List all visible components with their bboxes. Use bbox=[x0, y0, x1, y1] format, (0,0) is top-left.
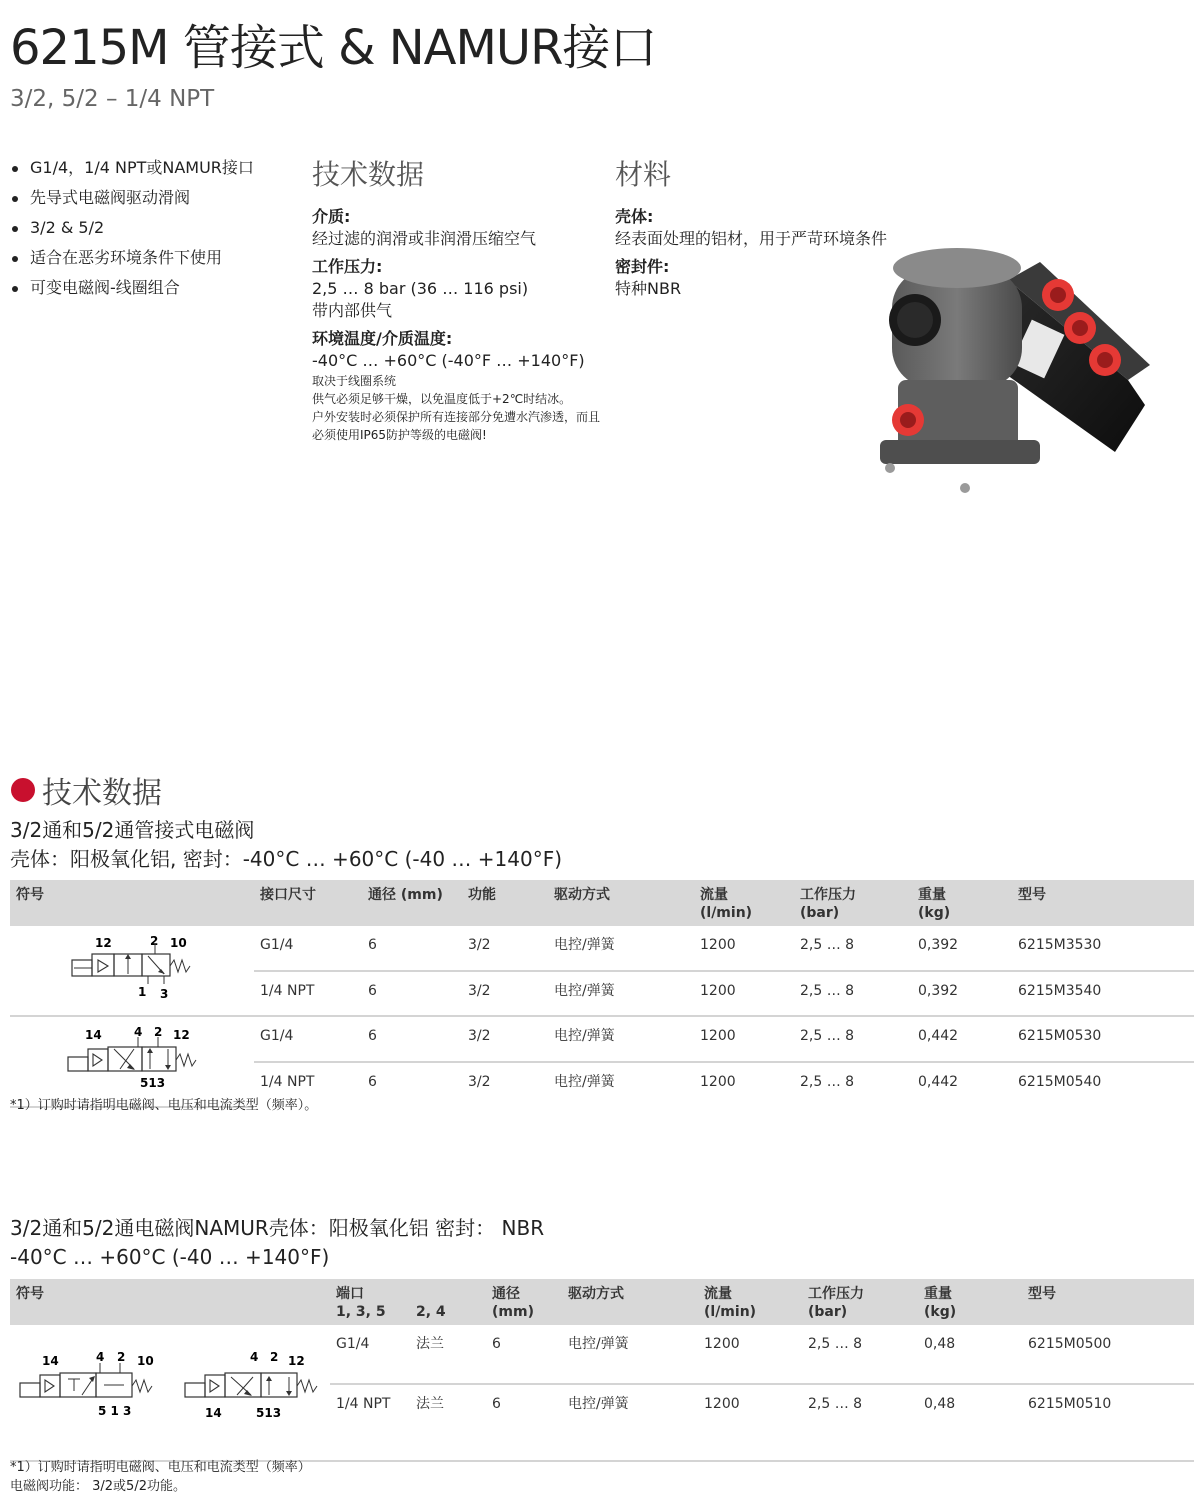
table2-caption: 3/2通和5/2通电磁阀NAMUR壳体：阳极氧化铝 密封： NBR bbox=[10, 1216, 545, 1240]
cell-actuation: 电控/弹簧 bbox=[562, 1325, 698, 1384]
col-actuation: 驱动方式 bbox=[562, 1279, 698, 1325]
col-function: 功能 bbox=[462, 880, 548, 926]
cell-flow: 1200 bbox=[694, 1016, 794, 1062]
table2-caption: -40°C … +60°C (-40 … +140°F) bbox=[10, 1245, 330, 1269]
cell-function: 3/2 bbox=[462, 926, 548, 971]
cell-flow: 1200 bbox=[698, 1325, 802, 1384]
cell-orifice: 6 bbox=[486, 1384, 562, 1461]
cell-orifice: 6 bbox=[362, 1016, 462, 1062]
svg-text:14: 14 bbox=[85, 1028, 102, 1042]
cell-actuation: 电控/弹簧 bbox=[548, 926, 694, 971]
cell-orifice: 6 bbox=[368, 1073, 377, 1090]
temp-note: 必须使用IP65防护等级的电磁阀! bbox=[312, 428, 487, 442]
cell-model: 6215M0500 bbox=[1022, 1325, 1194, 1384]
col-orifice: 通径 (mm) bbox=[486, 1279, 562, 1325]
svg-text:12: 12 bbox=[173, 1028, 190, 1042]
col-orifice: 通径 (mm) bbox=[362, 880, 462, 926]
col-symbol: 符号 bbox=[10, 880, 254, 926]
cell-orifice: 6 bbox=[362, 971, 462, 1016]
svg-text:10: 10 bbox=[170, 936, 187, 950]
cell-actuation: 电控/弹簧 bbox=[554, 1073, 615, 1090]
table2-footnote: *1）订购时请指明电磁阀、电压和电流类型（频率） bbox=[10, 1460, 311, 1475]
col-port-a: 端口 1, 3, 5 bbox=[330, 1279, 410, 1325]
table-row bbox=[10, 926, 1194, 971]
feature-item: 3/2 & 5/2 bbox=[10, 213, 300, 243]
seal-value: 特种NBR bbox=[615, 279, 682, 298]
medium-label: 介质: bbox=[312, 207, 351, 226]
cell-pressure: 2,5 … 8 bbox=[794, 971, 912, 1016]
svg-text:4: 4 bbox=[250, 1350, 259, 1364]
col-pressure: 工作压力 (bar) bbox=[794, 880, 912, 926]
col-port: 接口尺寸 bbox=[254, 880, 362, 926]
table1-caption: 壳体：阳极氧化铝, 密封：-40°C … +60°C (-40 … +140°F) bbox=[10, 847, 563, 871]
cell-weight: 0,48 bbox=[918, 1384, 1022, 1461]
cell-pressure: 2,5 … 8 bbox=[802, 1325, 918, 1384]
cell-model: 6215M3540 bbox=[1012, 971, 1194, 1016]
cell-port: G1/4 bbox=[254, 1016, 362, 1062]
cell-model: 6215M0510 bbox=[1022, 1384, 1194, 1461]
cell-actuation: 电控/弹簧 bbox=[548, 1016, 694, 1062]
cell-actuation: 电控/弹簧 bbox=[562, 1384, 698, 1461]
feature-item: 可变电磁阀-线圈组合 bbox=[10, 273, 300, 303]
col-port-b: 2, 4 bbox=[410, 1279, 486, 1325]
col-pressure: 工作压力 (bar) bbox=[802, 1279, 918, 1325]
cell-weight: 0,392 bbox=[912, 926, 1012, 971]
table-header-row bbox=[10, 1279, 1194, 1325]
cell-port-b: 法兰 bbox=[410, 1384, 486, 1461]
cell-model: 6215M0530 bbox=[1012, 1016, 1194, 1062]
cell-port-a: G1/4 bbox=[330, 1325, 410, 1384]
svg-text:12: 12 bbox=[288, 1354, 305, 1368]
housing-label: 壳体: bbox=[615, 207, 654, 226]
feature-item: 适合在恶劣环境条件下使用 bbox=[10, 243, 300, 273]
svg-text:14: 14 bbox=[205, 1406, 222, 1420]
svg-text:2: 2 bbox=[150, 934, 159, 948]
col-flow: 流量 (l/min) bbox=[698, 1279, 802, 1325]
cell-model: 6215M3530 bbox=[1012, 926, 1194, 971]
cell-port-b: 法兰 bbox=[410, 1325, 486, 1384]
valve-symbol-namur bbox=[10, 1325, 330, 1461]
cell-flow: 1200 bbox=[698, 1384, 802, 1461]
section-title: 技术数据 bbox=[42, 776, 162, 811]
housing-value: 经表面处理的铝材，用于严苛环境条件 bbox=[615, 229, 888, 248]
materials-heading: 材料 bbox=[615, 158, 672, 191]
svg-text:513: 513 bbox=[256, 1406, 282, 1420]
cell-pressure: 2,5 … 8 bbox=[794, 1016, 912, 1062]
table1 bbox=[10, 880, 1194, 1108]
svg-text:3: 3 bbox=[160, 987, 169, 1001]
cell-weight: 0,48 bbox=[918, 1325, 1022, 1384]
cell-port-a: 1/4 NPT bbox=[330, 1384, 410, 1461]
cell-function: 3/2 bbox=[462, 1016, 548, 1062]
valve-symbol-5-2 bbox=[10, 1016, 254, 1107]
cell-function: 3/2 bbox=[468, 1073, 491, 1090]
col-model: 型号 bbox=[1012, 880, 1194, 926]
valve-symbol-3-2 bbox=[10, 926, 254, 1016]
medium-value: 经过滤的润滑或非润滑压缩空气 bbox=[312, 229, 537, 248]
cell-function: 3/2 bbox=[462, 971, 548, 1016]
page-subtitle: 3/2, 5/2 – 1/4 NPT bbox=[10, 86, 215, 112]
table-row bbox=[10, 1016, 1194, 1062]
seal-label: 密封件: bbox=[615, 257, 670, 276]
table2-footnote: 电磁阀功能： 3/2或5/2功能。 bbox=[10, 1479, 186, 1494]
feature-list bbox=[10, 153, 300, 303]
cell-actuation: 电控/弹簧 bbox=[548, 971, 694, 1016]
temp-note: 供气必须足够干燥，以免温度低于+2℃时结冰。 bbox=[312, 392, 572, 406]
pressure-note: 带内部供气 bbox=[312, 301, 393, 320]
temp-value: -40°C … +60°C (-40°F … +140°F) bbox=[312, 351, 585, 370]
col-flow: 流量 (l/min) bbox=[694, 880, 794, 926]
pressure-label: 工作压力: bbox=[312, 257, 383, 276]
svg-text:4: 4 bbox=[134, 1025, 143, 1039]
table2 bbox=[10, 1279, 1194, 1462]
cell-weight: 0,442 bbox=[918, 1073, 959, 1090]
cell-flow: 1200 bbox=[700, 1073, 736, 1090]
col-weight: 重量 (kg) bbox=[918, 1279, 1022, 1325]
feature-item: 先导式电磁阀驱动滑阀 bbox=[10, 183, 300, 213]
cell-pressure: 2,5 … 8 bbox=[794, 926, 912, 971]
page-title: 6215M 管接式 & NAMUR接口 bbox=[10, 20, 657, 76]
product-image bbox=[860, 240, 1160, 500]
cell-orifice: 6 bbox=[486, 1325, 562, 1384]
col-actuation: 驱动方式 bbox=[548, 880, 694, 926]
svg-text:1: 1 bbox=[138, 985, 147, 999]
svg-text:4: 4 bbox=[96, 1350, 105, 1364]
table-header-row bbox=[10, 880, 1194, 926]
temp-label: 环境温度/介质温度: bbox=[312, 329, 453, 348]
cell-flow: 1200 bbox=[694, 926, 794, 971]
section-bullet-icon bbox=[11, 778, 35, 802]
tech-specs bbox=[312, 200, 612, 444]
svg-text:513: 513 bbox=[140, 1076, 166, 1090]
feature-item: G1/4，1/4 NPT或NAMUR接口 bbox=[10, 153, 300, 183]
cell-pressure: 2,5 … 8 bbox=[800, 1073, 855, 1090]
col-symbol: 符号 bbox=[10, 1279, 330, 1325]
svg-text:12: 12 bbox=[95, 936, 112, 950]
cell-flow: 1200 bbox=[694, 971, 794, 1016]
temp-note: 取决于线圈系统 bbox=[312, 374, 397, 388]
table1-caption: 3/2通和5/2通管接式电磁阀 bbox=[10, 818, 255, 842]
svg-text:2: 2 bbox=[154, 1025, 163, 1039]
table1-footnote: *1）订购时请指明电磁阀、电压和电流类型（频率）。 bbox=[10, 1098, 318, 1113]
svg-text:2: 2 bbox=[270, 1350, 279, 1364]
svg-text:14: 14 bbox=[42, 1354, 59, 1368]
materials-specs bbox=[615, 200, 895, 300]
temp-note: 户外安装时必须保护所有连接部分免遭水汽渗透，而且 bbox=[312, 410, 601, 424]
col-model: 型号 bbox=[1022, 1279, 1194, 1325]
svg-text:5 1 3: 5 1 3 bbox=[98, 1404, 132, 1418]
cell-pressure: 2,5 … 8 bbox=[802, 1384, 918, 1461]
svg-text:2: 2 bbox=[117, 1350, 126, 1364]
cell-model: 6215M0540 bbox=[1018, 1073, 1102, 1090]
cell-weight: 0,392 bbox=[912, 971, 1012, 1016]
pressure-value: 2,5 … 8 bar (36 … 116 psi) bbox=[312, 279, 529, 298]
col-weight: 重量 (kg) bbox=[912, 880, 1012, 926]
cell-orifice: 6 bbox=[362, 926, 462, 971]
cell-port: 1/4 NPT bbox=[254, 971, 362, 1016]
cell-port: 1/4 NPT bbox=[260, 1073, 315, 1090]
table-row bbox=[10, 1325, 1194, 1384]
cell-port: G1/4 bbox=[254, 926, 362, 971]
tech-heading: 技术数据 bbox=[312, 158, 425, 191]
cell-weight: 0,442 bbox=[912, 1016, 1012, 1062]
svg-text:10: 10 bbox=[137, 1354, 154, 1368]
